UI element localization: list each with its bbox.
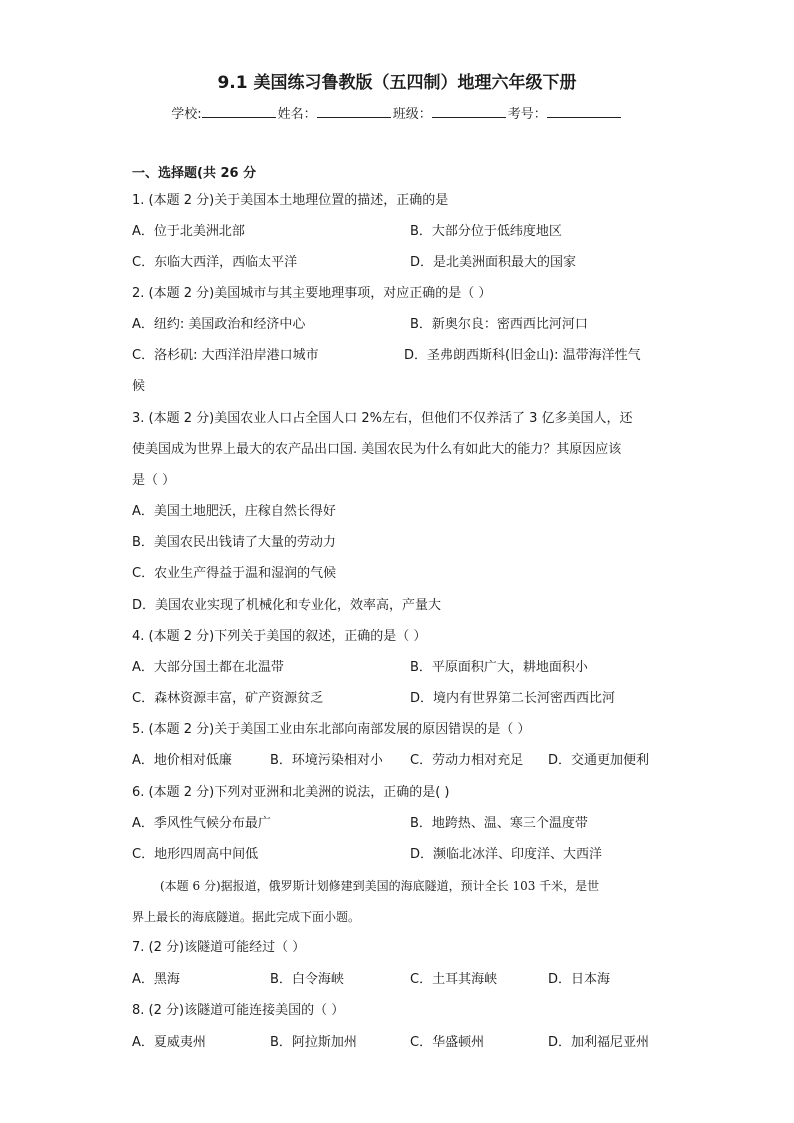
q8-option-c: C．华盛顿州 (410, 1035, 485, 1050)
q7-option-c: C．土耳其海峡 (410, 972, 498, 987)
q3-stem-line1: 3. (本题 2 分)美国农业人口占全国人口 2%左右，但他们不仅养活了 3 亿多美国人，还 (132, 411, 633, 426)
section-heading: 一、选择题(共 26 分 (132, 166, 257, 181)
q6-option-c: C．地形四周高中间低 (132, 847, 259, 862)
q5-option-c: C．劳动力相对充足 (410, 753, 524, 768)
q3-option-b: B．美国农民出钱请了大量的劳动力 (132, 535, 336, 550)
q7-option-d: D．日本海 (548, 972, 611, 987)
q3-option-d: D．美国农业实现了机械化和专业化，效率高，产量大 (132, 598, 442, 613)
q1-option-a: A．位于北美洲北部 (132, 224, 245, 239)
q8-option-b: B．阿拉斯加州 (270, 1035, 357, 1050)
q6-stem: 6. (本题 2 分)下列对亚洲和北美洲的说法，正确的是( ) (132, 785, 450, 800)
school-label: 学校: (171, 107, 202, 122)
name-label: 姓名： (277, 107, 317, 122)
q1-option-c: C．东临大西洋，西临太平洋 (132, 255, 298, 270)
q2-option-d: D．圣弗朗西斯科(旧金山): 温带海洋性气 (404, 348, 641, 363)
q8-option-d: D．加利福尼亚州 (548, 1035, 650, 1050)
q2-option-a: A．纽约: 美国政治和经济中心 (132, 317, 306, 332)
q5-option-b: B．环境污染相对小 (270, 753, 383, 768)
q4-option-d: D．境内有世界第二长河密西西比河 (410, 691, 616, 706)
school-blank[interactable] (202, 105, 276, 118)
q6-option-d: D．濒临北冰洋、印度洋、大西洋 (410, 847, 603, 862)
q3-option-c: C．农业生产得益于温和湿润的气候 (132, 566, 337, 581)
q2-option-d-cont: 候 (132, 379, 146, 394)
q2-option-c: C．洛杉矶: 大西洋沿岸港口城市 (132, 348, 319, 363)
q3-stem-line3: 是（ ） (132, 473, 176, 488)
q4-option-c: C．森林资源丰富，矿产资源贫乏 (132, 691, 324, 706)
q2-option-b: B．新奥尔良：密西西比河河口 (410, 317, 588, 332)
passage-line1: (本题 6 分)据报道，俄罗斯计划修建到美国的海底隧道，预计全长 103 千米，是世 (160, 879, 600, 893)
q1-stem: 1. (本题 2 分)关于美国本土地理位置的描述，正确的是 (132, 193, 449, 208)
q7-stem: 7. (2 分)该隧道可能经过（ ） (132, 940, 306, 955)
doc-title: 9.1 美国练习鲁教版（五四制）地理六年级下册 (217, 73, 577, 93)
name-blank[interactable] (317, 105, 391, 118)
class-blank[interactable] (432, 105, 506, 118)
q5-option-d: D．交通更加便利 (548, 753, 650, 768)
q5-stem: 5. (本题 2 分)关于美国工业由东北部向南部发展的原因错误的是（ ） (132, 722, 531, 737)
q8-option-a: A．夏威夷州 (132, 1035, 206, 1050)
q1-option-d: D．是北美洲面积最大的国家 (410, 255, 577, 270)
class-label: 班级： (392, 107, 432, 122)
q4-stem: 4. (本题 2 分)下列关于美国的叙述，正确的是（ ） (132, 629, 427, 644)
q8-stem: 8. (2 分)该隧道可能连接美国的（ ） (132, 1003, 345, 1018)
q6-option-b: B．地跨热、温、寒三个温度带 (410, 816, 588, 831)
q7-option-a: A．黑海 (132, 972, 180, 987)
q7-option-b: B．白令海峡 (270, 972, 344, 987)
q1-option-b: B．大部分位于低纬度地区 (410, 224, 562, 239)
student-info-row (0, 103, 794, 122)
q4-option-a: A．大部分国土都在北温带 (132, 660, 284, 675)
q5-option-a: A．地价相对低廉 (132, 753, 232, 768)
exam-no-label: 考号： (507, 107, 547, 122)
q3-stem-line2: 使美国成为世界上最大的农产品出口国. 美国农民为什么有如此大的能力？其原因应该 (132, 442, 622, 457)
q3-option-a: A．美国土地肥沃，庄稼自然长得好 (132, 504, 336, 519)
passage-line2: 界上最长的海底隧道。据此完成下面小题。 (132, 910, 361, 924)
exam-no-blank[interactable] (547, 105, 621, 118)
q4-option-b: B．平原面积广大，耕地面积小 (410, 660, 588, 675)
q2-stem: 2. (本题 2 分)美国城市与其主要地理事项，对应正确的是（ ） (132, 286, 492, 301)
q6-option-a: A．季风性气候分布最广 (132, 816, 271, 831)
